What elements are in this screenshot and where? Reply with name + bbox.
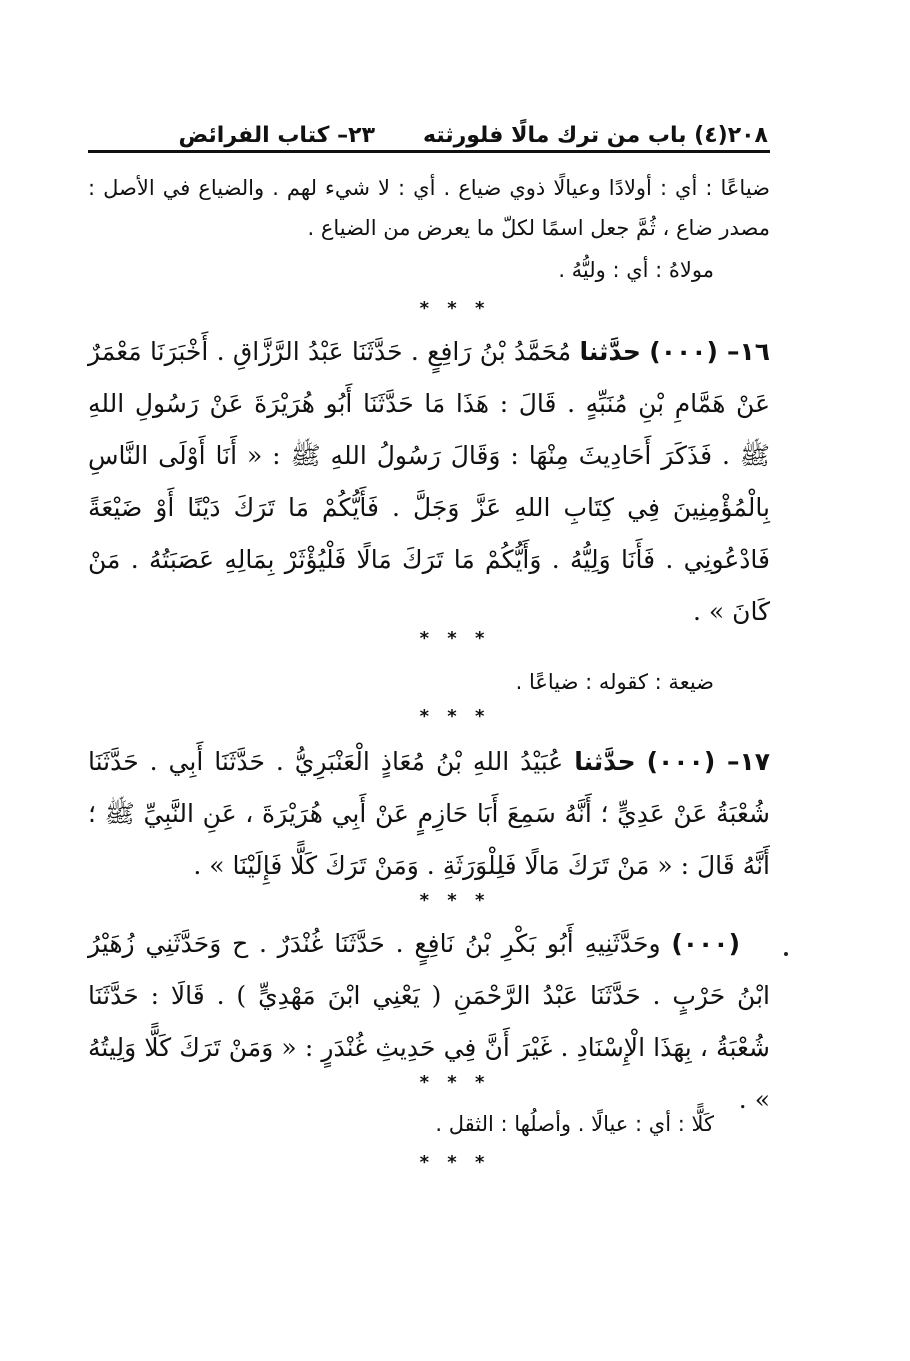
hadith-text: عُبَيْدُ اللهِ بْنُ مُعَاذٍ الْعَنْبَرِيُّ . حَدَّثَنَا أَبِي . حَدَّثَنَا شُعْبَةُ عَنْ عَدِيٍّ ؛ أَنَّهُ سَمِعَ أَبَا حَازِمٍ عَنْ أَبِي هُرَيْرَةَ ، عَنِ النَّبِيِّ ﷺ ؛ أَنَّهُ قَالَ : « مَنْ تَرَكَ مَالًا فَلِلْوَرَثَةِ . وَمَنْ تَرَكَ كَلًّا فَإِلَيْنَا » .	[88, 747, 770, 880]
hadith-17-alt-chain	[88, 918, 770, 1126]
page-number: ٢٠٨	[727, 123, 768, 148]
hadith-number: ١٦– (٠٠٠)	[649, 337, 770, 366]
footnote-dayaa: ضياعًا : أي : أولادًا وعيالًا ذوي ضياع . أي : لا شيء لهم . والضياع في الأصل : مصدر ضاع ، ثُمَّ جعل اسمًا لكلّ ما يعرض من الضياع .	[88, 176, 770, 240]
hadith-text: مُحَمَّدُ بْنُ رَافِعٍ . حَدَّثَنَا عَبْدُ الرَّزَّاقِ . أَخْبَرَنَا مَعْمَرٌ عَنْ هَمَّامِ بْنِ مُنَبِّهٍ . قَالَ : هَذَا مَا حَدَّثَنَا أَبُو هُرَيْرَةَ عَنْ رَسُولِ اللهِ ﷺ . فَذَكَرَ أَحَادِيثَ مِنْهَا : وَقَالَ رَسُولُ اللهِ ﷺ : « أَنَا أَوْلَى النَّاسِ بِالْمُؤْمِنِينَ فِي كِتَابِ اللهِ عَزَّ وَجَلَّ . فَأَيُّكُمْ مَا تَرَكَ دَيْنًا أَوْ ضَيْعَةً فَادْعُونِي . فَأَنَا وَلِيُّهُ . وَأَيُّكُمْ مَا تَرَكَ مَالًا فَلْيُؤْثَرْ بِمَالِهِ عَصَبَتُهُ . مَنْ كَانَ » .	[88, 337, 770, 626]
section-separator: * * *	[419, 628, 491, 649]
hadith-number: ١٧– (٠٠٠)	[646, 747, 770, 776]
section-separator: * * *	[419, 298, 491, 319]
section-separator: * * *	[419, 1072, 491, 1093]
margin-mark	[784, 952, 788, 956]
book-title: ٢٣– كتاب الفرائض	[178, 123, 375, 148]
section-separator: * * *	[419, 890, 491, 911]
hadith-17	[88, 736, 770, 892]
hadith-text: وحَدَّثَنِيهِ أَبُو بَكْرِ بْنُ نَافِعٍ . حَدَّثَنَا غُنْدَرٌ . ح وَحَدَّثَنِي زُهَيْرُ ابْنُ حَرْبٍ . حَدَّثَنَا عَبْدُ الرَّحْمَنِ ( يَعْنِي ابْنَ مَهْدِيٍّ ) . قَالَا : حَدَّثَنَا شُعْبَةُ ، بِهَذَا الْإِسْنَادِ . غَيْرَ أَنَّ فِي حَدِيثِ غُنْدَرٍ : « وَمَنْ تَرَكَ كَلًّا وَلِيتُهُ » .	[88, 929, 770, 1114]
chapter-title: (٤) باب من ترك مالًا فلورثته	[423, 123, 728, 148]
hadith-16	[88, 326, 770, 638]
page-header	[88, 112, 768, 148]
footnote-kalla: كَلًّا : أي : عيالًا . وأصلُها : الثقل .	[435, 1112, 714, 1136]
footnote-mawlah: مولاهُ : أي : وليُّهُ .	[558, 258, 714, 282]
hadith-number: (٠٠٠)	[671, 929, 740, 958]
chain-start: حدَّثنا	[574, 747, 636, 776]
footnote-dayah: ضيعة : كقوله : ضياعًا .	[515, 670, 714, 694]
header-rule	[88, 150, 770, 153]
section-separator: * * *	[419, 1152, 491, 1173]
chain-start: حدَّثنا	[579, 337, 641, 366]
section-separator: * * *	[419, 706, 491, 727]
